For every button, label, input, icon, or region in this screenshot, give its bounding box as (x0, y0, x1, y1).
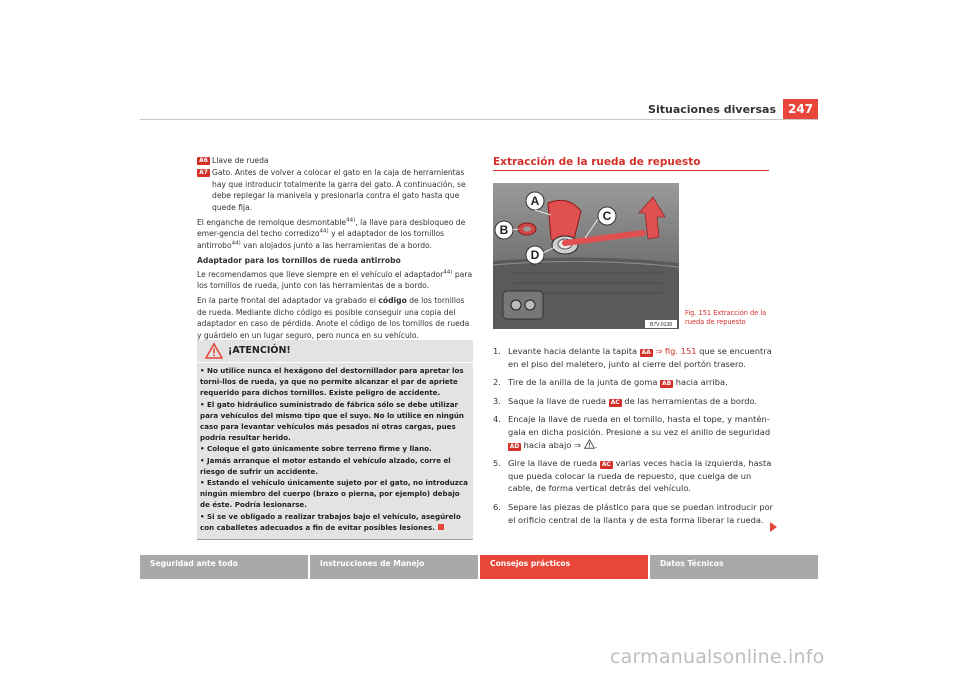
paragraph-storage: El enganche de remolque desmontable$^{44)}$, la llave para desbloqueo de emer-gencia del techo corredizo$^{44)}$ y el adaptador de los tornillos antirrobo$^{44)}$ van alojados junto a las herramientas de a bordo. (197, 217, 466, 250)
warning-triangle-icon (205, 343, 223, 359)
warning-item: • No utilice nunca el hexágono del destornillador para apretar los torni-llos de rueda, ya que no permite alcanzar el par de apriete requerido para dichos tornillos. Existe peligro de accidente. (200, 366, 464, 398)
footer-tab-safety[interactable]: Seguridad ante todo (140, 555, 308, 579)
tag-ac: AC (610, 398, 620, 406)
warning-item: • El gato hidráulico suministrado de fábrica sólo se debe utilizar para vehículos del mismo tipo que el suyo. No lo utilice en ningún caso para levantar vehículos más pesados ni otras cargas, pues podría resultar herido. (200, 399, 464, 443)
step-item: 2. Tire de la anilla de la junta de goma AB hacia arriba. (493, 377, 728, 388)
step-item: 1. Levante hacia delante la tapita AA ⇒ fig. 151 que se encuentra en el piso del maletero, junto al cierre del portón trasero. (493, 346, 772, 369)
figure-label-a: A (530, 194, 540, 208)
section-heading: Extracción de la rueda de repuesto (493, 156, 701, 168)
item-a6-text: Llave de rueda (212, 156, 269, 165)
warning-item: • Jamás arranque el motor estando el vehículo alzado, corre el riesgo de sufrir un accidente. (200, 455, 451, 476)
section-title: Situaciones diversas (648, 103, 776, 116)
left-column (197, 155, 475, 341)
step-item: 5. Gire la llave de rueda AC varias veces hacia la izquierda, hasta que pueda colocar la rueda de repuesto, que cuelga de un cable, de forma vertical detrás del vehículo. (493, 458, 772, 494)
tag-aa: AA (641, 349, 651, 356)
warning-item: • Estando el vehículo únicamente sujeto por el gato, no introduzca ningún miembro del cuerpo (brazo o pierna, por ejemplo) debajo de éste. Podría lesionarse. (200, 478, 468, 510)
warning-item: • Si se ve obligado a realizar trabajos bajo el vehículo, asegúrelo con caballetes adecuados a fin de evitar posibles lesiones. (200, 511, 461, 532)
figure-link[interactable]: ⇒ fig. 151 (652, 346, 697, 356)
step-item: 4. Encaje la llave de rueda en el tornillo, hasta el tope, y mantén-gala en dicha posición. Presione a su vez el anillo de seguridad AD hacia abajo ⇒ . (493, 414, 771, 450)
figure-label-b: B (499, 223, 509, 237)
warning-list (200, 365, 470, 533)
figure-spare-wheel (493, 183, 679, 329)
figure-label-d: D (530, 248, 540, 262)
tag-a7: A7 (197, 169, 210, 177)
warning-title: ¡ATENCIÓN! (228, 345, 291, 356)
paragraph-adapter: Le recomendamos que lleve siempre en el vehículo el adaptador$^{44)}$ para los tornillos de rueda, junto con las herramientas de a bordo. (197, 269, 473, 291)
end-of-section-icon (438, 524, 444, 530)
footer-tab-technical[interactable]: Datos Técnicos (650, 555, 818, 579)
item-a7-text: Gato. Antes de volver a colocar el gato en la caja de herramientas hay que introducir totalmente la garra del gato. A continuación, se debe replegar la manivela y presionarla contra el gato hasta que quede fija. (212, 168, 466, 212)
footnote-ref: 44) (443, 269, 453, 276)
footnote-ref: 44) (319, 228, 329, 235)
tag-a6: A6 (197, 157, 210, 165)
list-item-a6 (197, 155, 475, 166)
tag-ab: AB (661, 380, 672, 388)
figure-caption: Fig. 151 Extracción de la rueda de repuesto (685, 309, 767, 326)
warning-ref-icon[interactable] (584, 439, 595, 449)
tag-ac: AC (601, 461, 611, 469)
step-item: 6. Separe las piezas de plástico para que se puedan introducir por el orificio central de la llanta y de esta forma liberar la rueda. (493, 501, 773, 525)
steps-list (493, 345, 778, 532)
next-page-arrow-icon[interactable] (770, 522, 777, 532)
section-heading-rule (493, 170, 769, 171)
footer-tab-instructions[interactable]: Instrucciones de Manejo (310, 555, 478, 579)
footer-tab-tips[interactable]: Consejos prácticos (480, 555, 648, 579)
warning-item: • Coloque el gato únicamente sobre terreno firme y llano. (200, 444, 432, 454)
paragraph-code: En la parte frontal del adaptador va grabado el código de los tornillos de rueda. Mediante dicho código es posible conseguir una copia del adaptador en caso de pérdida. Anote el código de los tornillos de rueda y guárdelo en un lugar seguro, pero nunca en su vehículo. (197, 296, 470, 340)
watermark: carmanualsonline.info (610, 646, 825, 668)
figure-code: B7V-0138 (650, 322, 672, 328)
footnote-ref: 44) (346, 217, 356, 224)
step-item: 3. Saque la llave de rueda AC de las herramientas de a bordo. (493, 395, 758, 406)
tag-ad: AD (509, 442, 520, 450)
figure-label-c: C (602, 209, 612, 223)
warning-box (197, 340, 473, 540)
list-item-a7 (197, 167, 475, 213)
heading-adapter: Adaptador para los tornillos de rueda antirrobo (197, 256, 401, 266)
page-number: 247 (783, 99, 818, 119)
header-divider (140, 119, 818, 120)
footnote-ref: 44) (231, 240, 241, 247)
